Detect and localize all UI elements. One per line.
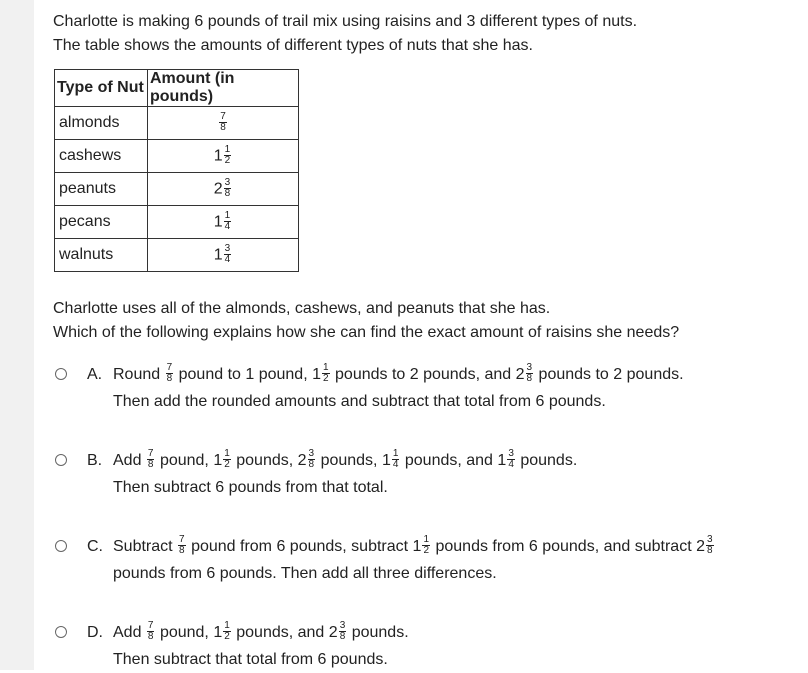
fraction: $\frac{1}{4}$: [224, 209, 231, 232]
table-row: [55, 239, 299, 272]
nut-name: peanuts: [55, 173, 148, 206]
option-d-line-2: Then subtract that total from 6 pounds.: [113, 651, 388, 668]
radio-a[interactable]: [55, 368, 67, 380]
table-row: [55, 206, 299, 239]
table-header-row: [55, 70, 299, 107]
radio-c[interactable]: [55, 540, 67, 552]
option-d-line-1: Add $\frac{7}{8}$ pound, 1 $\frac{1}{2}$ pounds, and 2 $\frac{3}{8}$ pounds.: [113, 620, 409, 643]
nut-name: walnuts: [55, 239, 148, 272]
nut-name: pecans: [55, 206, 148, 239]
option-b-line-1: Add $\frac{7}{8}$ pound, 1 $\frac{1}{2}$ pounds, 2 $\frac{3}{8}$ pounds, 1 $\frac{1}{4}$ pounds, and 1 $\frac{3}{4}$ pounds.: [113, 448, 578, 471]
option-letter: A.: [87, 366, 103, 383]
table-row: [55, 173, 299, 206]
table-row: [55, 140, 299, 173]
option-b-line-2: Then subtract 6 pounds from that total.: [113, 479, 388, 496]
option-c-line-2: pounds from 6 pounds. Then add all three differences.: [113, 565, 497, 582]
option-a-line-1: Round $\frac{7}{8}$ pound to 1 pound, 1 $\frac{1}{2}$ pounds to 2 pounds, and 2 $\frac{3}{8}$ pounds to 2 pounds.: [113, 362, 684, 385]
fraction: $\frac{1}{2}$: [224, 143, 231, 166]
fraction: $\frac{3}{8}$: [224, 176, 231, 199]
nut-amount: 1 $\frac{3}{4}$: [148, 239, 299, 272]
option-letter: C.: [87, 538, 103, 555]
nut-amount: 2 $\frac{3}{8}$: [148, 173, 299, 206]
question-line-1: Charlotte uses all of the almonds, cashews, and peanuts that she has.: [53, 300, 551, 317]
option-a-line-2: Then add the rounded amounts and subtract that total from 6 pounds.: [113, 393, 606, 410]
intro-line-2: The table shows the amounts of different types of nuts that she has.: [53, 37, 533, 54]
left-gutter: [0, 0, 34, 670]
nut-name: cashews: [55, 140, 148, 173]
nut-name: almonds: [55, 107, 148, 140]
header-amount: Amount (in pounds): [148, 70, 299, 107]
option-letter: D.: [87, 624, 103, 641]
nut-table: [54, 69, 299, 272]
header-type-of-nut: Type of Nut: [55, 70, 148, 107]
option-letter: B.: [87, 452, 103, 469]
fraction: $\frac{3}{4}$: [224, 242, 231, 265]
intro-line-1: Charlotte is making 6 pounds of trail mix using raisins and 3 different types of nuts.: [53, 13, 638, 30]
nut-amount: 1 $\frac{1}{2}$: [148, 140, 299, 173]
nut-amount: 1 $\frac{1}{4}$: [148, 206, 299, 239]
option-c-line-1: Subtract $\frac{7}{8}$ pound from 6 pounds, subtract 1 $\frac{1}{2}$ pounds from 6 pounds, and subtract 2 $\frac{3}{8}$: [113, 534, 713, 557]
nut-amount: [148, 107, 299, 140]
radio-b[interactable]: [55, 454, 67, 466]
table-row: [55, 107, 299, 140]
radio-d[interactable]: [55, 626, 67, 638]
fraction: $\frac{7}{8}$: [220, 110, 226, 133]
question-line-2: Which of the following explains how she can find the exact amount of raisins she needs?: [53, 324, 680, 341]
